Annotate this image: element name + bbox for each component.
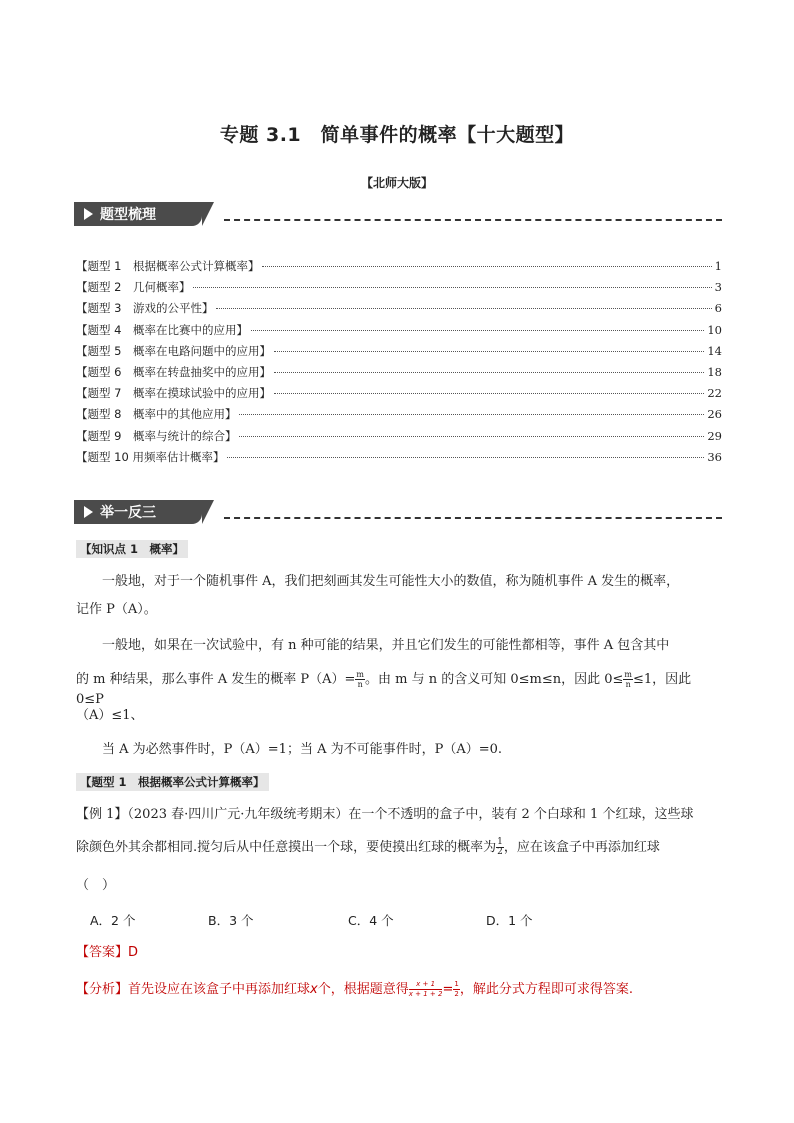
toc-entry[interactable]: [76, 428, 722, 449]
toc-entry[interactable]: [76, 385, 722, 406]
toc-entry[interactable]: [76, 279, 722, 300]
toc-entry[interactable]: [76, 449, 722, 470]
toc-leader-dots: [274, 372, 704, 373]
option-a: A．2 个: [90, 913, 136, 928]
paragraph: [76, 572, 722, 592]
toc-entry-page: 22: [707, 386, 722, 401]
text: （2023 春·四川广元·九年级统考期末）在一个不透明的盒子中，装有 2 个白球和 1 个红球，这些球: [127, 807, 694, 822]
toc-entry[interactable]: [76, 300, 722, 321]
dashed-divider: [224, 219, 722, 221]
toc-entry-page: 10: [707, 322, 722, 337]
toc-leader-dots: [239, 414, 704, 415]
section-header-examples: [74, 500, 722, 526]
toc-entry-label: 【题型 10 用频率估计概率】: [76, 449, 225, 464]
section-title: 举一反三: [100, 505, 156, 521]
toc-entry-label: 【题型 2 几何概率】: [76, 280, 191, 295]
variable: x: [310, 982, 318, 997]
edition-label: 【北师大版】: [360, 176, 433, 190]
answer-value: D: [128, 945, 139, 960]
toc-entry[interactable]: [76, 406, 722, 427]
paragraph: 当 A 为必然事件时，P（A）=1；当 A 为不可能事件时，P（A）=0.: [102, 742, 503, 757]
analysis-label: 【分析】: [76, 982, 129, 997]
toc-entry-page: 6: [714, 301, 722, 316]
toc-leader-dots: [239, 436, 704, 437]
paragraph: 一般地，如果在一次试验中，有 n 种可能的结果，并且它们发生的可能性都相等，事件 A 包含其中: [102, 638, 670, 653]
text: ≤1，因此 0≤P: [76, 672, 692, 707]
answer-line: [76, 943, 722, 963]
toc-entry-label: 【题型 3 游戏的公平性】: [76, 301, 214, 316]
fraction-equation: $\frac{x + 1}{x + 1 + 2}$: [408, 980, 443, 998]
toc-entry-page: 1: [714, 259, 722, 273]
text: 一般地，对于一个随机事件 A，我们把刻画其发生可能性大小的数值，称为随机事件 A 发生的概率，: [102, 574, 680, 589]
section-tab: [74, 202, 202, 226]
toc-entry-label: 【题型 6 概率在转盘抽奖中的应用】: [76, 364, 271, 379]
toc-leader-dots: [274, 393, 704, 394]
text: 首先设应在该盒子中再添加红球: [128, 982, 311, 997]
answer-blank: （ ）: [76, 878, 116, 893]
answer-label: 【答案】: [76, 945, 129, 960]
paragraph: （A）≤1、: [76, 708, 144, 723]
section-title: 题型梳理: [100, 207, 156, 223]
paragraph: 记作 P（A）。: [76, 602, 157, 617]
toc-entry-page: 18: [707, 364, 722, 379]
fraction-one-half: $\frac{1}{2}$: [497, 837, 503, 857]
toc-leader-dots: [262, 266, 711, 267]
play-arrow-icon: [84, 208, 93, 220]
toc-entry-label: 【题型 5 概率在电路问题中的应用】: [76, 343, 271, 358]
text: 。由 m 与 n 的含义可知 0≤m≤n，因此 0≤: [365, 672, 624, 687]
toc-leader-dots: [216, 308, 711, 309]
analysis-line: [76, 980, 722, 1000]
fraction-m-over-n: $\frac{m}{n}$: [624, 670, 633, 689]
knowledge-heading: 【知识点 1 概率】: [76, 540, 188, 558]
toc-entry-label: 【题型 7 概率在摸球试验中的应用】: [76, 386, 271, 401]
toc-entry-label: 【题型 8 概率中的其他应用】: [76, 407, 237, 422]
text: 除颜色外其余都相同.搅匀后从中任意摸出一个球，要使摸出红球的概率为: [76, 840, 497, 855]
toc-leader-dots: [193, 287, 711, 288]
toc-entry[interactable]: [76, 322, 722, 343]
section-header-toc: [74, 202, 722, 228]
option-b: B．3 个: [208, 913, 254, 928]
example-question-cont: [76, 838, 722, 858]
toc-leader-dots: [274, 351, 704, 352]
play-arrow-icon: [84, 506, 93, 518]
toc-entry[interactable]: [76, 343, 722, 364]
toc-leader-dots: [227, 457, 704, 458]
table-of-contents: [76, 258, 722, 470]
toc-entry-page: 26: [707, 407, 722, 422]
toc-entry-page: 29: [707, 428, 722, 443]
fraction-m-over-n: $\frac{m}{n}$: [356, 670, 364, 689]
toc-entry-label: 【题型 1 根据概率公式计算概率】: [76, 259, 260, 273]
toc-leader-dots: [251, 330, 704, 331]
toc-entry-page: 36: [707, 449, 722, 464]
toc-entry-page: 3: [714, 280, 722, 295]
toc-entry[interactable]: [76, 364, 722, 385]
toc-entry-page: 14: [707, 343, 722, 358]
toc-entry-label: 【题型 9 概率与统计的综合】: [76, 428, 237, 443]
text: 的 m 种结果，那么事件 A 发生的概率 P（A）=: [76, 672, 356, 687]
dashed-divider: [224, 517, 722, 519]
text: ，解此分式方程即可求得答案.: [459, 982, 633, 997]
fraction-one-half: $\frac{1}{2}$: [454, 980, 459, 998]
toc-entry[interactable]: [76, 258, 722, 279]
text: =: [442, 982, 454, 997]
toc-entry-label: 【题型 4 概率在比赛中的应用】: [76, 322, 248, 337]
section-tab: [74, 500, 202, 524]
type-heading: 【题型 1 根据概率公式计算概率】: [76, 773, 269, 791]
option-c: C．4 个: [348, 913, 394, 928]
page-title: 专题 3.1 简单事件的概率【十大题型】: [219, 124, 575, 146]
text: 个，根据题意得: [317, 982, 409, 997]
option-d: D．1 个: [486, 913, 533, 928]
example-question: [76, 805, 722, 825]
example-label: 【例 1】: [76, 807, 128, 822]
text: ，应在该盒子中再添加红球: [503, 840, 660, 855]
paragraph-with-fractions: [76, 670, 722, 710]
